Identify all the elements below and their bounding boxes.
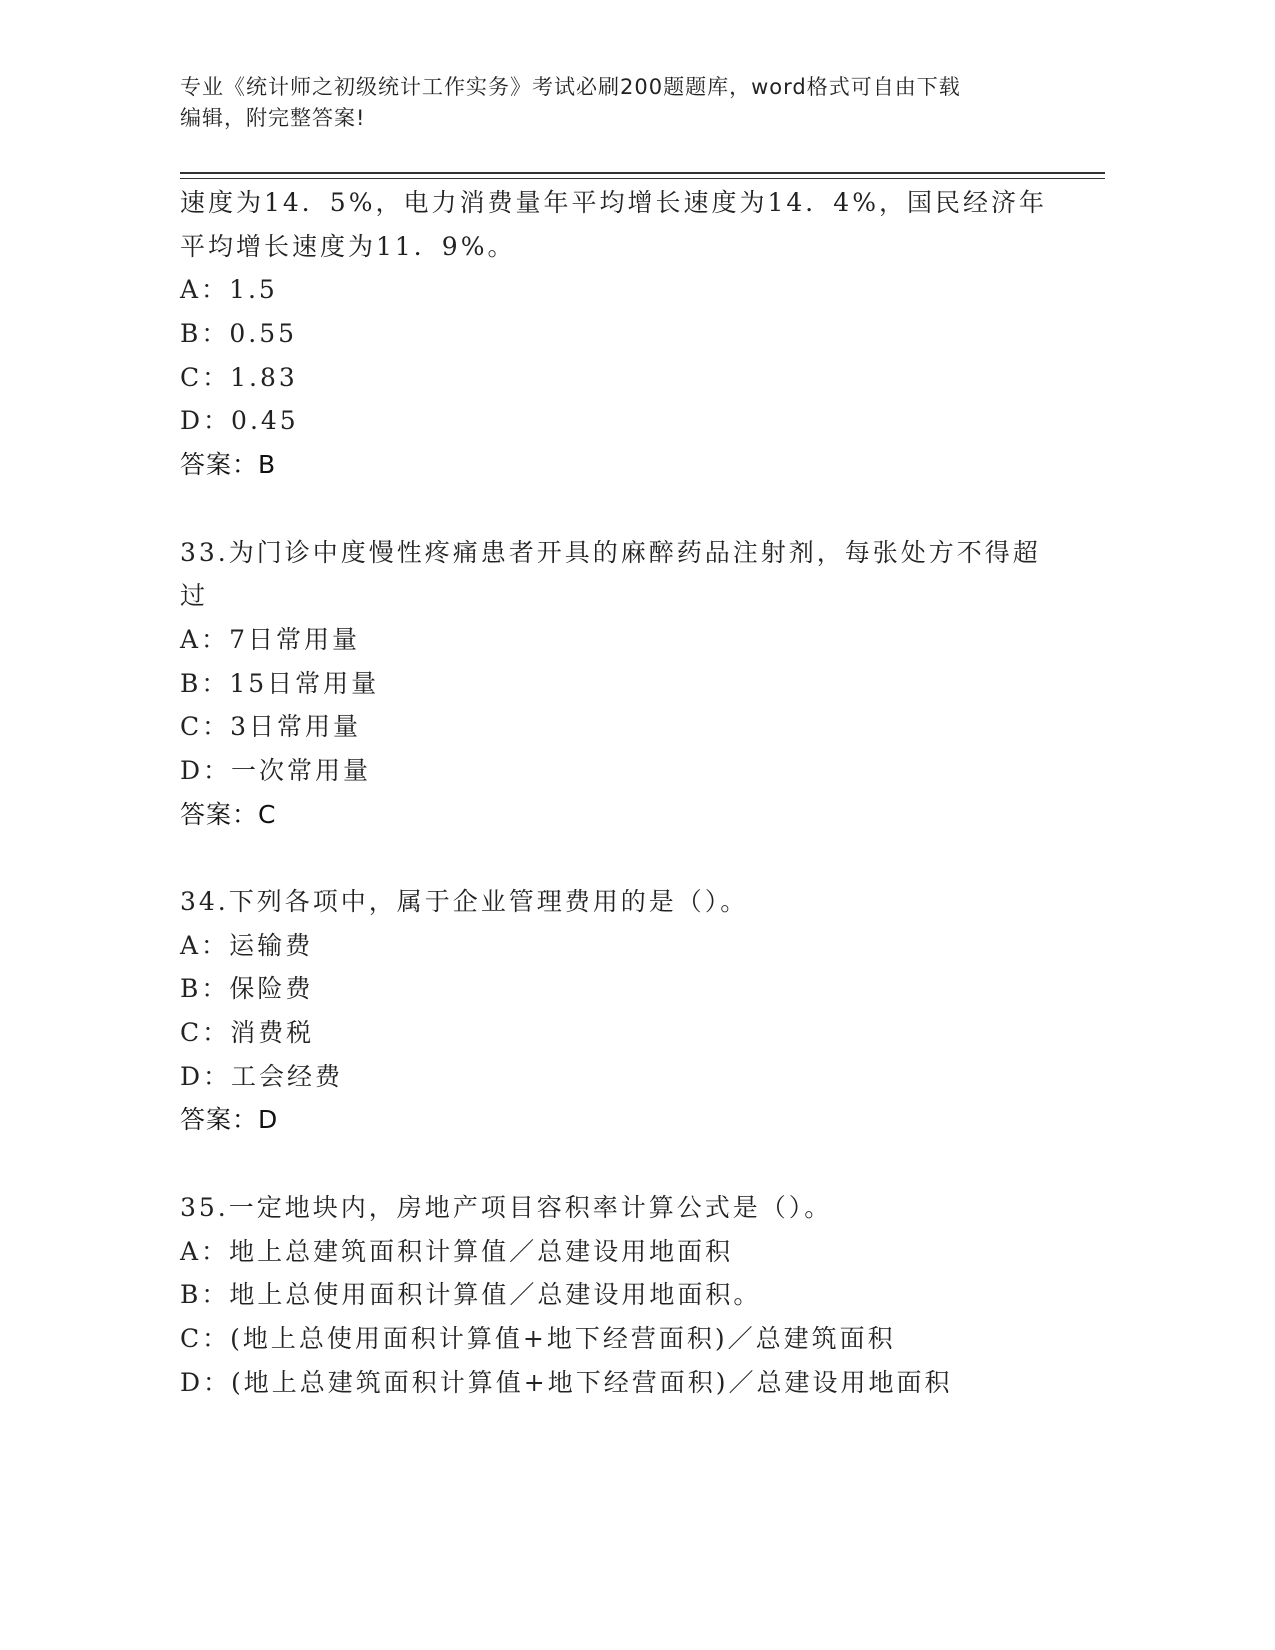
option-text: 工会经费 bbox=[231, 1061, 344, 1091]
q34-stem-line-1: 34.下列各项中，属于企业管理费用的是（）。 bbox=[180, 887, 749, 916]
option-key: B： bbox=[180, 668, 230, 698]
option-text: 一次常用量 bbox=[231, 755, 372, 785]
document-body bbox=[180, 181, 1060, 1404]
q33-option-b bbox=[180, 662, 1060, 706]
q33-option-c bbox=[180, 705, 1060, 749]
spacer bbox=[180, 836, 1060, 880]
header-divider-thick bbox=[180, 172, 1105, 174]
option-key: D： bbox=[180, 406, 232, 436]
q33-option-d bbox=[180, 749, 1060, 793]
q33-stem-line-2: 过 bbox=[180, 581, 209, 611]
q35-stem-line-1: 35.一定地块内，房地产项目容积率计算公式是（）。 bbox=[180, 1192, 833, 1222]
document-header bbox=[180, 72, 1060, 134]
intro-line-1: 速度为14．5%，电力消费量年平均增长速度为14．4%，国民经济年 bbox=[180, 188, 1047, 217]
option-text: 地上总建筑面积计算值／总建设用地面积 bbox=[229, 1236, 734, 1266]
q34-option-b bbox=[180, 967, 1060, 1011]
option-key: A： bbox=[180, 275, 230, 305]
option-text: 1.83 bbox=[230, 362, 298, 392]
q34-option-d bbox=[180, 1055, 1060, 1099]
option-key: C： bbox=[180, 1018, 231, 1048]
q34-option-a bbox=[180, 924, 1060, 968]
option-key: B： bbox=[180, 319, 230, 349]
option-text: 1.5 bbox=[229, 275, 278, 305]
q33-option-a bbox=[180, 618, 1060, 662]
option-text: 7日常用量 bbox=[229, 624, 360, 654]
option-text: 保险费 bbox=[229, 974, 314, 1004]
option-key: C： bbox=[180, 362, 231, 392]
q32-option-a bbox=[180, 268, 1060, 312]
q33-stem-line-1: 33.为门诊中度慢性疼痛患者开具的麻醉药品注射剂，每张处方不得超 bbox=[180, 537, 1041, 567]
option-text: 消费税 bbox=[230, 1018, 315, 1048]
option-key: A： bbox=[180, 930, 230, 960]
q32-option-b bbox=[180, 312, 1060, 356]
spacer bbox=[180, 1142, 1060, 1186]
q35-option-d bbox=[180, 1361, 1060, 1405]
q32-answer: 答案：B bbox=[180, 450, 277, 480]
option-key: A： bbox=[180, 1236, 230, 1266]
option-text: 3日常用量 bbox=[230, 712, 362, 742]
q35-option-a bbox=[180, 1230, 1060, 1274]
option-key: C： bbox=[180, 1323, 231, 1353]
option-text: 0.45 bbox=[231, 406, 299, 436]
option-text: (地上总使用面积计算值+地下经营面积)／总建筑面积 bbox=[230, 1323, 896, 1353]
option-text: (地上总建筑面积计算值+地下经营面积)／总建设用地面积 bbox=[231, 1367, 953, 1397]
option-key: A： bbox=[180, 624, 230, 654]
header-line-1: 专业《统计师之初级统计工作实务》考试必刷200题题库，word格式可自由下载 bbox=[180, 75, 961, 99]
option-text: 0.55 bbox=[229, 319, 298, 349]
option-text: 地上总使用面积计算值／总建设用地面积。 bbox=[229, 1280, 762, 1310]
option-text: 运输费 bbox=[229, 930, 314, 960]
header-divider-thin bbox=[180, 178, 1105, 179]
q34-answer: 答案：D bbox=[180, 1105, 279, 1135]
option-key: B： bbox=[180, 1280, 230, 1310]
option-key: B： bbox=[180, 974, 230, 1004]
spacer bbox=[180, 487, 1060, 531]
option-text: 15日常用量 bbox=[229, 668, 380, 698]
q35-option-c bbox=[180, 1317, 1060, 1361]
option-key: D： bbox=[180, 1367, 232, 1397]
option-key: C： bbox=[180, 712, 231, 742]
option-key: D： bbox=[180, 755, 232, 785]
option-key: D： bbox=[180, 1061, 232, 1091]
q33-answer: 答案：C bbox=[180, 799, 277, 829]
q35-option-b bbox=[180, 1273, 1060, 1317]
intro-line-2: 平均增长速度为11．9%。 bbox=[180, 231, 516, 261]
q32-option-c bbox=[180, 356, 1060, 400]
header-line-2: 编辑，附完整答案! bbox=[180, 106, 366, 130]
q32-option-d bbox=[180, 399, 1060, 443]
q34-option-c bbox=[180, 1011, 1060, 1055]
